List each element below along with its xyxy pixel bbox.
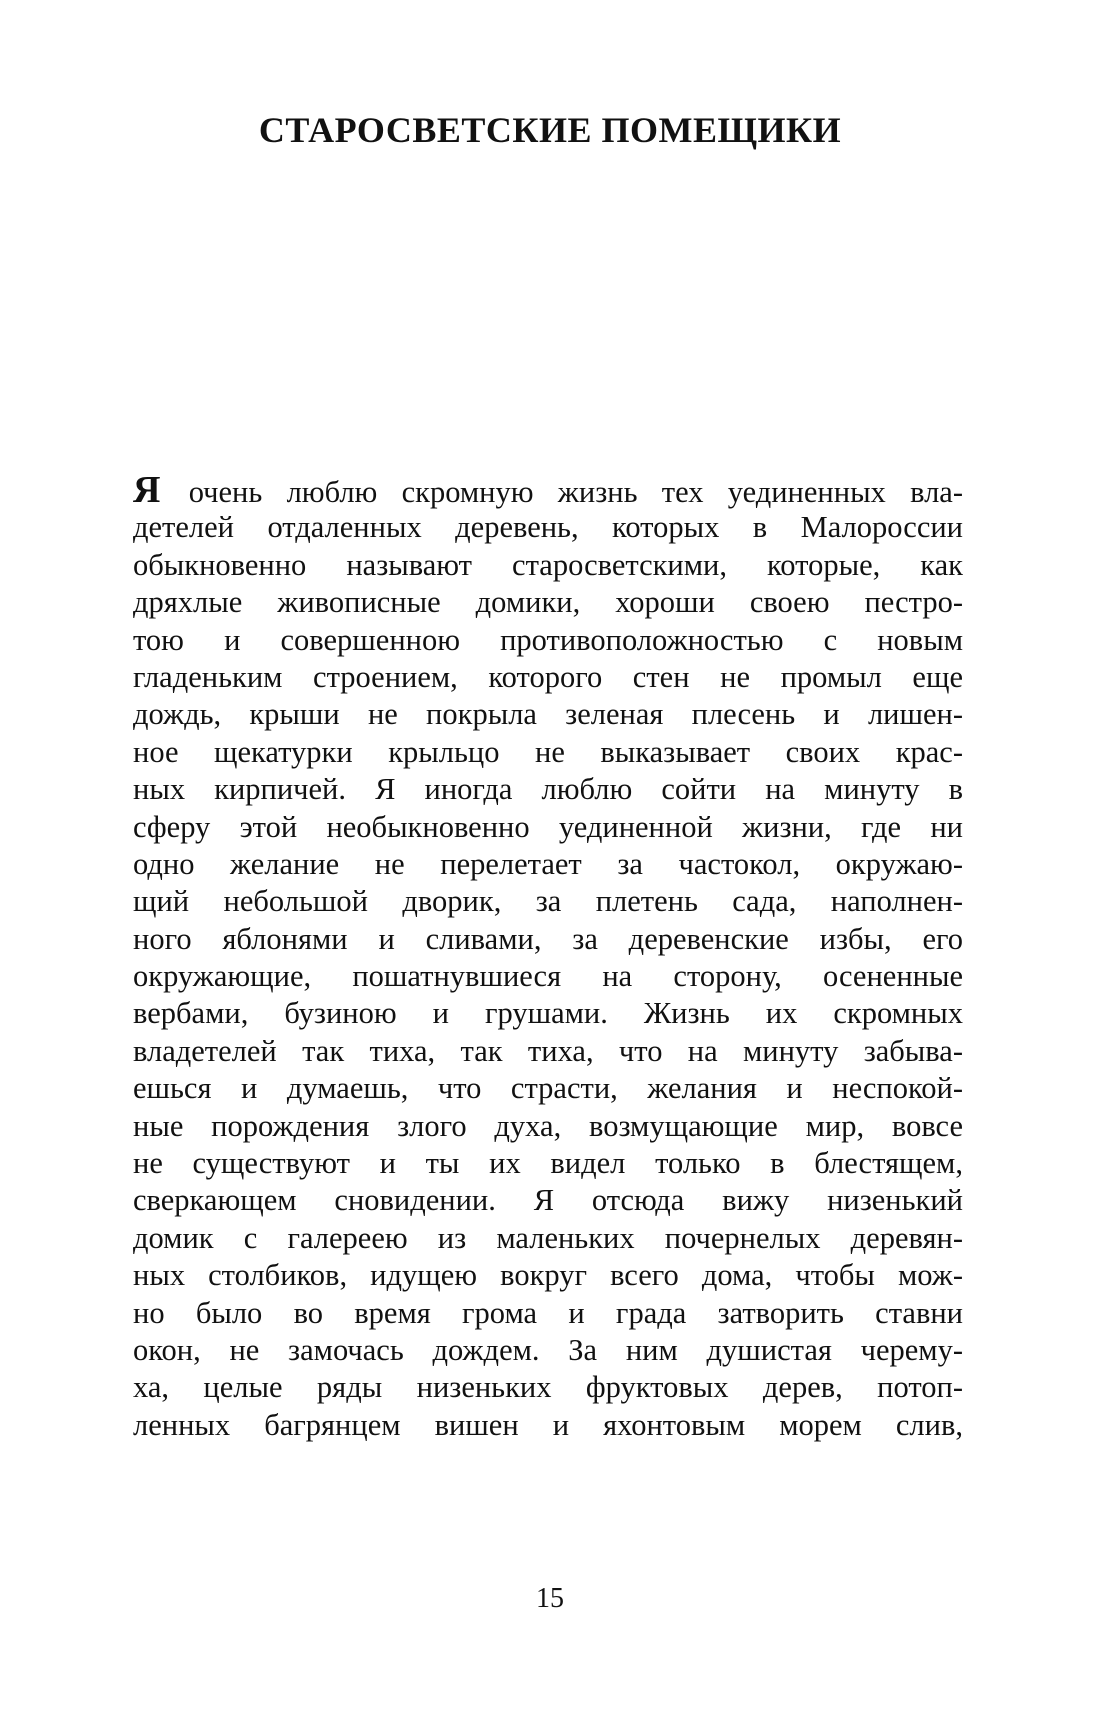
text-line: детелей отдаленных деревень, которых в Малороссии <box>133 510 963 545</box>
text-line: одно желание не перелетает за частокол, окружаю- <box>133 846 963 881</box>
text-line: ных кирпичей. Я иногда люблю сойти на минуту в <box>133 772 963 807</box>
page-number: 15 <box>536 1583 564 1614</box>
text-line: ное щекатурки крыльцо не выказывает своих крас- <box>133 734 963 769</box>
text-line: ные порождения злого духа, возмущающие мир, вовсе <box>133 1108 963 1143</box>
text-line: ных столбиков, идущею вокруг всего дома, чтобы мож- <box>133 1258 963 1293</box>
text-line: ного яблонями и сливами, за деревенские избы, его <box>133 921 963 956</box>
text-line: окон, не замочась дождем. За ним душистая черему- <box>133 1332 963 1367</box>
text-line: владетелей так тиха, так тиха, что на минуту забыва- <box>133 1033 963 1068</box>
drop-cap: Я <box>133 469 161 511</box>
text-line: домик с галереею из маленьких почернелых деревян- <box>133 1220 963 1255</box>
text-line: дождь, крыши не покрыла зеленая плесень и лишен- <box>133 697 963 732</box>
text-line: тою и совершенною противоположностью с новым <box>133 622 963 657</box>
text-line: дряхлые живописные домики, хороши своею пестро- <box>133 585 963 620</box>
text-line: вербами, бузиною и грушами. Жизнь их скромных <box>133 996 963 1031</box>
text-line: но было во время грома и града затворить ставни <box>133 1295 963 1330</box>
text-line: окружающие, пошатнувшиеся на сторону, осененные <box>133 959 963 994</box>
text-line: не существуют и ты их видел только в блестящем, <box>133 1146 963 1181</box>
text-line <box>133 469 963 511</box>
text-line: сферу этой необыкновенно уединенной жизни, где ни <box>133 809 963 844</box>
text-line: ленных багрянцем вишен и яхонтовым морем слив, <box>133 1407 963 1442</box>
text-line: гладеньким строением, которого стен не промыл еще <box>133 659 963 694</box>
body-text <box>133 469 963 1444</box>
text-line: ешься и думаешь, что страсти, желания и неспокой- <box>133 1071 963 1106</box>
text-line: щий небольшой дворик, за плетень сада, наполнен- <box>133 884 963 919</box>
text-line: сверкающем сновидении. Я отсюда вижу низенький <box>133 1183 963 1218</box>
text-line: обыкновенно называют старосветскими, которые, как <box>133 547 963 582</box>
text-line-content: очень люблю скромную жизнь тех уединенных вла- <box>164 475 963 509</box>
text-line: ха, целые ряды низеньких фруктовых дерев, потоп- <box>133 1370 963 1405</box>
chapter-title: СТАРОСВЕТСКИЕ ПОМЕЩИКИ <box>258 110 842 150</box>
